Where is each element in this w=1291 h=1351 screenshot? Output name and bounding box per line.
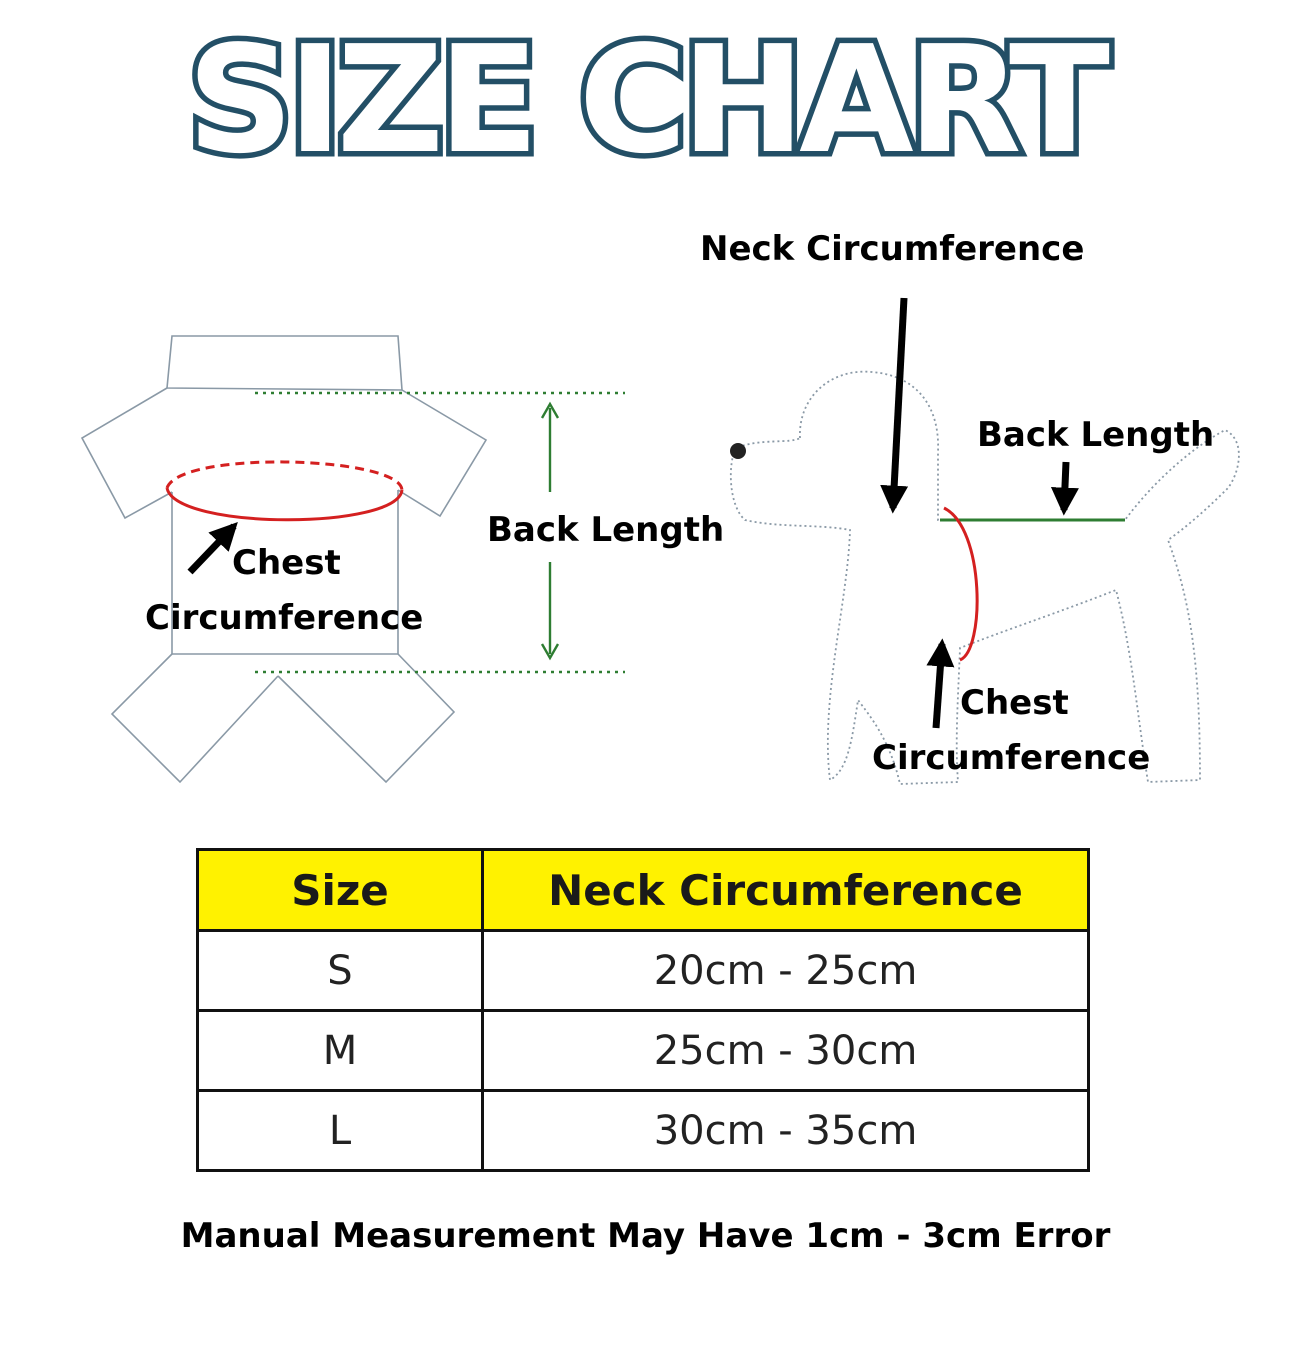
garment-chest-label-line2: Circumference: [145, 598, 424, 638]
cell-neck: 30cm - 35cm: [483, 1091, 1089, 1171]
dog-chest-label-line2: Circumference: [872, 738, 1151, 778]
garment-collar: [167, 336, 402, 390]
garment-leg-left: [112, 654, 278, 782]
cell-size: L: [198, 1091, 483, 1171]
dog-chest-label-line1: Chest: [960, 683, 1069, 723]
garment-sleeve-left: [82, 388, 172, 518]
header-size: Size: [198, 850, 483, 931]
garment-sleeve-right: [398, 390, 486, 516]
garment-chest-label-line1: Chest: [232, 543, 341, 583]
garment-chest-loop: [167, 462, 402, 520]
dog-neck-label: Neck Circumference: [700, 229, 1085, 269]
table-header-row: [198, 850, 1089, 931]
table-row: [198, 931, 1089, 1011]
garment-back-length-label: Back Length: [487, 510, 725, 550]
dog-nose: [730, 443, 746, 459]
dog-back-length-arrow: [1064, 462, 1066, 510]
dog-neck-arrow: [893, 298, 904, 508]
size-table: [196, 848, 1090, 1172]
garment-diagram: [82, 336, 625, 782]
cell-size: M: [198, 1011, 483, 1091]
garment-chest-arrow: [190, 526, 234, 572]
measurement-note: Manual Measurement May Have 1cm - 3cm Error: [180, 1216, 1111, 1256]
table-row: [198, 1011, 1089, 1091]
dog-chest-arrow: [936, 644, 942, 728]
page-title: SIZE CHART: [187, 14, 1104, 186]
table-row: [198, 1091, 1089, 1171]
cell-neck: 25cm - 30cm: [483, 1011, 1089, 1091]
dog-chest-loop: [944, 508, 977, 660]
cell-neck: 20cm - 25cm: [483, 931, 1089, 1011]
cell-size: S: [198, 931, 483, 1011]
dog-back-length-label: Back Length: [977, 415, 1215, 455]
header-neck-circumference: Neck Circumference: [483, 850, 1089, 931]
